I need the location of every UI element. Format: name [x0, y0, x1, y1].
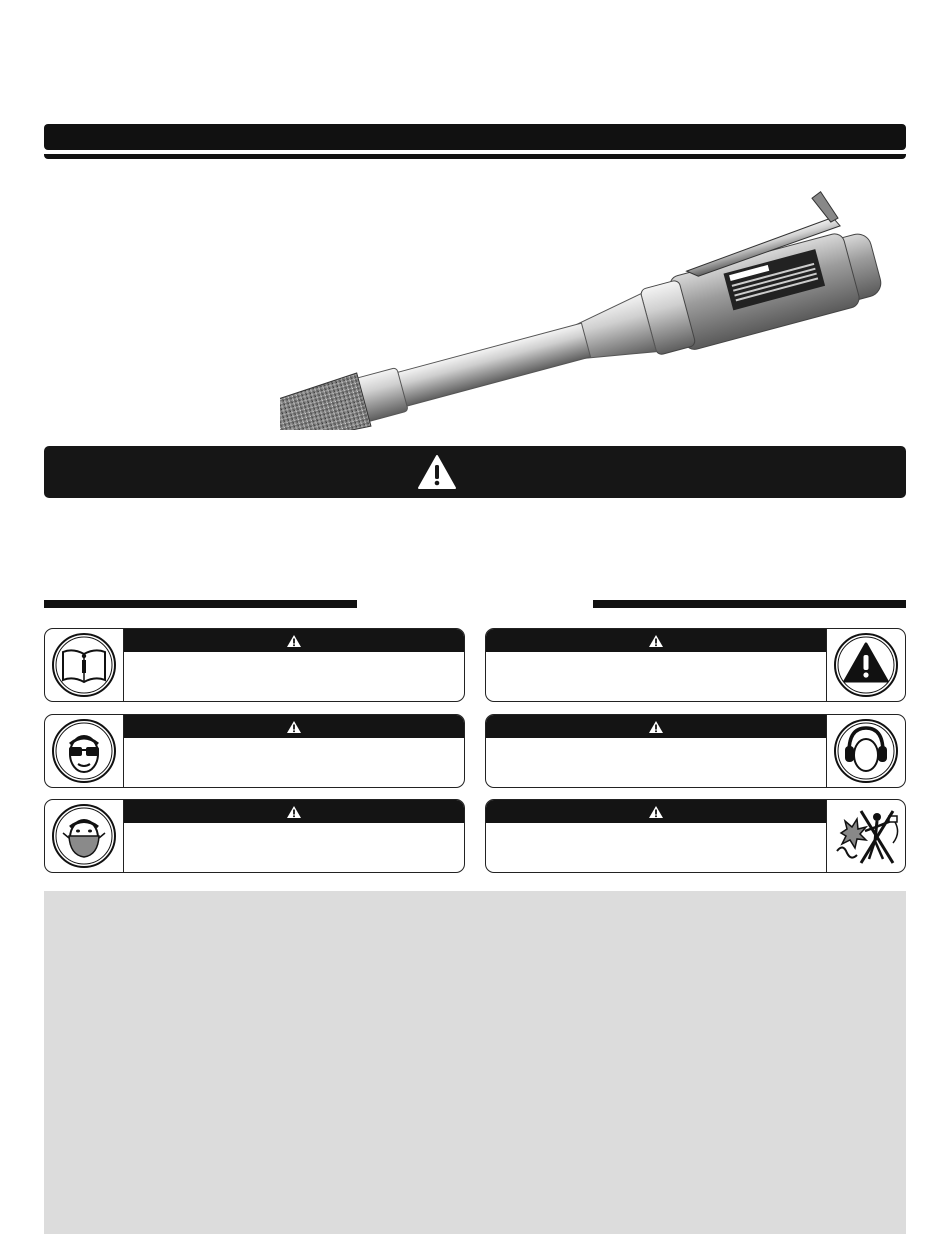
icon-cell [826, 629, 905, 701]
safety-card-eye-protection [44, 714, 465, 788]
safety-glasses-icon [51, 718, 117, 784]
card-header [124, 800, 464, 823]
icon-cell [45, 715, 124, 787]
info-panel [44, 891, 906, 1234]
safety-card-hearing-protection [485, 714, 906, 788]
warning-triangle-icon [286, 720, 302, 734]
read-manual-icon [51, 632, 117, 698]
safety-card-general-hazard [485, 628, 906, 702]
section-rule-left [44, 600, 357, 608]
warning-triangle-icon [648, 634, 664, 648]
icon-cell [45, 800, 124, 872]
safety-card-respiratory-protection [44, 799, 465, 873]
card-header [486, 629, 826, 652]
card-header [124, 715, 464, 738]
card-header [486, 800, 826, 823]
warning-triangle-icon [286, 805, 302, 819]
title-bar [44, 124, 906, 150]
section-rule-right [593, 600, 906, 608]
card-header [486, 715, 826, 738]
explosion-hazard-icon [831, 803, 901, 869]
warning-triangle-icon [417, 454, 457, 490]
warning-triangle-icon [648, 720, 664, 734]
icon-cell [826, 800, 905, 872]
safety-card-explosion-hazard [485, 799, 906, 873]
dust-mask-icon [51, 803, 117, 869]
title-rule [44, 154, 906, 159]
warning-banner [44, 446, 906, 498]
ear-protection-icon [833, 718, 899, 784]
warning-triangle-icon [286, 634, 302, 648]
hazard-triangle-icon [833, 632, 899, 698]
icon-cell [826, 715, 905, 787]
card-header [124, 629, 464, 652]
product-image-straight-grinder [280, 185, 910, 430]
safety-card-read-manual [44, 628, 465, 702]
warning-triangle-icon [648, 805, 664, 819]
icon-cell [45, 629, 124, 701]
